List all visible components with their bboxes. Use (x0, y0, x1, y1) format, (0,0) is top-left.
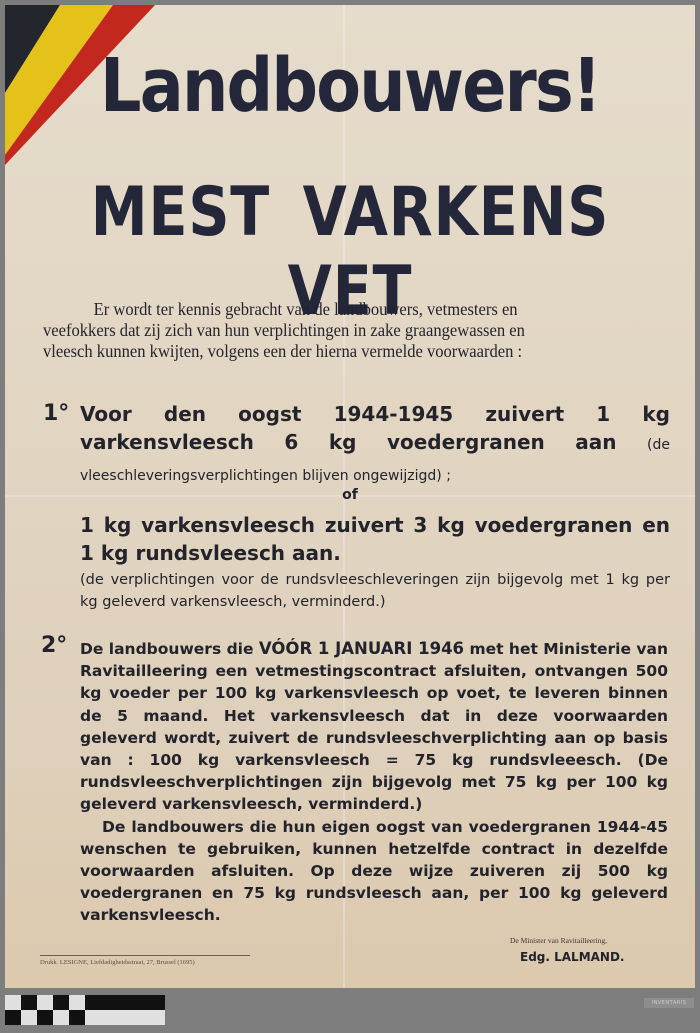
minister-title: De Minister van Ravitailleering, (510, 936, 608, 945)
section-1-main-text: Voor den oogst 1944-1945 zuivert 1 kg varkensvleesch 6 kg voedergranen aan (80, 402, 670, 454)
headline-subtitle: MEST VARKENS VET (90, 173, 610, 331)
section-2-paragraph-1 (80, 638, 668, 816)
archive-reference-label: INVENTARIS (644, 998, 694, 1008)
section-2-text: met het Ministerie van Ravitailleering een vetmestingscontract afsluiten, ontvangen 500 kg voeder per 100 kg varkensvleesch op voet, te leveren binnen de 5 maand. Het varkensvleesch dat in deze voorwaarden geleverd wordt, zuivert de rundsvleeschverplichting aan op basis van : 100 kg varkensvleesch = 75 kg rundsvleeesch. (De rundsvleeschverplichtingen zijn bijgevolg met 75 kg per 100 kg geleverd varkensvleesch, verminderd.) (80, 640, 668, 814)
calibration-scale-bar (5, 995, 165, 1027)
section-1-number: 1° (43, 401, 70, 426)
section-1-alt-note: (de verplichtingen voor de rundsvleeschleveringen zijn bijgevolg met 1 kg per kg geleverd varkensvleesch, verminderd.) (80, 572, 670, 610)
printer-imprint: Drukk. LESIGNE, Liefdadigheidsstraat, 27, Brussel (1695) (40, 959, 195, 966)
printer-divider (40, 955, 250, 956)
minister-signature: Edg. LALMAND. (520, 950, 625, 964)
section-1-main-note: (de vleeschleveringsverplichtingen blijven ongewijzigd) ; (80, 437, 670, 484)
section-2-number: 2° (41, 633, 68, 658)
deadline-emphasis: VÓÓR 1 JANUARI 1946 (258, 639, 465, 658)
section-2-text: De landbouwers die (80, 640, 259, 658)
headline-title: Landbouwers! (100, 43, 600, 129)
section-1-alt-text: 1 kg varkensvleesch zuivert 3 kg voedergranen en 1 kg rundsvleesch aan. (80, 513, 670, 565)
poster (5, 5, 695, 988)
section-1-alt (80, 511, 670, 613)
intro-line: vleesch kunnen kwijten, volgens een der hierna vermelde voorwaarden : (43, 341, 523, 361)
intro-line: veefokkers dat zij zich van hun verplichtingen in zake graangewassen en (43, 320, 525, 340)
section-1-or: of (342, 487, 358, 503)
intro-line: Er wordt ter kennis gebracht van de landbouwers, vetmesters en (93, 299, 518, 319)
intro-paragraph (43, 299, 669, 362)
section-2-paragraph-2: De landbouwers die hun eigen oogst van voedergranen 1944-45 wenschen te gebruiken, kunnen hetzelfde contract in dezelfde voorwaarden afsluiten. Op deze wijze zuiveren zij 500 kg voedergranen en 75 kg rundsvleesch aan, per 100 kg geleverd varkensvleesch. (80, 817, 668, 925)
section-1-main (80, 400, 670, 490)
section-2 (80, 638, 668, 927)
